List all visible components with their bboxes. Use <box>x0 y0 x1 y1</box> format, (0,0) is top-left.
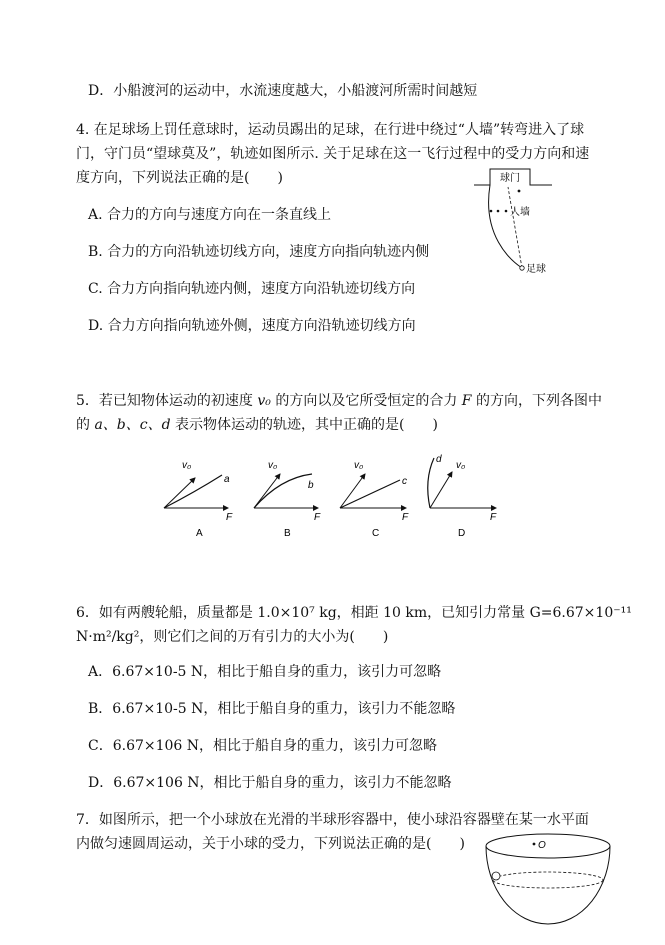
wall-dot-1 <box>490 210 493 213</box>
q5-figures <box>150 450 510 545</box>
center-dot <box>533 843 536 846</box>
wall-dot-2 <box>497 210 500 213</box>
q6-stem-line2: N·m²/kg²，则它们之间的万有引力的大小为( ) <box>76 629 389 645</box>
q3-option-d: D．小船渡河的运动中，水流速度越大，小船渡河所需时间越短 <box>88 83 478 99</box>
goal-point <box>518 190 521 193</box>
q6-option-b: B．6.67×10-5 N，相比于船自身的重力，该引力不能忽略 <box>88 701 456 717</box>
svg-text:F: F <box>314 512 321 523</box>
ball-trajectory <box>489 185 522 268</box>
q7-stem-line2: 内做匀速圆周运动，关于小球的受力，下列说法正确的是( ) <box>76 836 465 852</box>
svg-text:C: C <box>372 528 380 539</box>
q4-option-b: B. 合力的方向沿轨迹切线方向，速度方向指向轨迹内侧 <box>88 244 430 260</box>
svg-text:F: F <box>490 512 497 523</box>
ball-icon <box>492 872 500 880</box>
goal-label: 球门 <box>500 173 520 184</box>
q4-option-d: D. 合力方向指向轨迹外侧，速度方向沿轨迹切线方向 <box>88 318 416 334</box>
svg-text:F: F <box>226 512 233 523</box>
svg-text:F: F <box>402 512 409 523</box>
ball-icon <box>520 266 524 270</box>
q6-option-d: D．6.67×106 N，相比于船自身的重力，该引力不能忽略 <box>88 775 452 791</box>
svg-text:v₀: v₀ <box>456 460 466 471</box>
svg-text:v₀: v₀ <box>268 460 278 471</box>
q7-stem-line1: 7．如图所示，把一个小球放在光滑的半球形容器中，使小球沿容器壁在某一水平面 <box>76 812 589 828</box>
svg-text:a: a <box>224 474 230 485</box>
q4-stem-line2: 门，守门员“望球莫及”，轨迹如图所示. 关于足球在这一飞行过程中的受力方向和速 <box>76 146 590 162</box>
q4-option-a: A. 合力的方向与速度方向在一条直线上 <box>88 207 332 223</box>
svg-text:v₀: v₀ <box>354 460 364 471</box>
ball-label: 足球 <box>526 264 546 275</box>
straight-path <box>508 187 522 268</box>
svg-text:B: B <box>284 528 291 539</box>
center-label: O <box>538 840 546 851</box>
q4-stem-line3: 度方向，下列说法正确的是( ) <box>76 170 283 186</box>
wall-label: 人墙 <box>510 207 530 218</box>
q4-option-c: C. 合力方向指向轨迹内侧，速度方向沿轨迹切线方向 <box>88 281 416 297</box>
q5-figure-a <box>164 460 233 539</box>
q6-stem-line1: 6．如有两艘轮船，质量都是 1.0×10⁷ kg，相距 10 km，已知引力常量 G=6.67×10⁻¹¹ <box>76 605 632 621</box>
svg-text:D: D <box>458 528 466 539</box>
svg-text:b: b <box>308 480 314 491</box>
q5-figure-b <box>254 460 321 539</box>
q4-stem-line1: 4. 在足球场上罚任意球时，运动员踢出的足球，在行进中绕过“人墙”转弯进入了球 <box>76 122 585 138</box>
q6-option-c: C．6.67×106 N，相比于船自身的重力，该引力可忽略 <box>88 738 438 754</box>
svg-text:v₀: v₀ <box>182 460 192 471</box>
q5-stem-line1: 5．若已知物体运动的初速度 v₀ 的方向以及它所受恒定的合力 F 的方向，下列各图中 <box>76 393 602 409</box>
q5-stem-line2: 的 a、b、c、d 表示物体运动的轨迹，其中正确的是( ) <box>76 417 438 433</box>
svg-text:d: d <box>436 454 442 465</box>
svg-text:c: c <box>402 476 407 487</box>
q6-option-a: A．6.67×10-5 N，相比于船自身的重力，该引力可忽略 <box>88 664 442 680</box>
wall-dot-3 <box>505 210 508 213</box>
svg-text:A: A <box>196 528 203 539</box>
bowl-rim <box>486 834 610 858</box>
q5-figure-d <box>428 454 497 539</box>
q4-goal-figure <box>470 165 570 280</box>
q5-figure-c <box>340 460 409 539</box>
q7-hemisphere-figure <box>478 828 618 932</box>
orbit-circle <box>493 872 603 888</box>
